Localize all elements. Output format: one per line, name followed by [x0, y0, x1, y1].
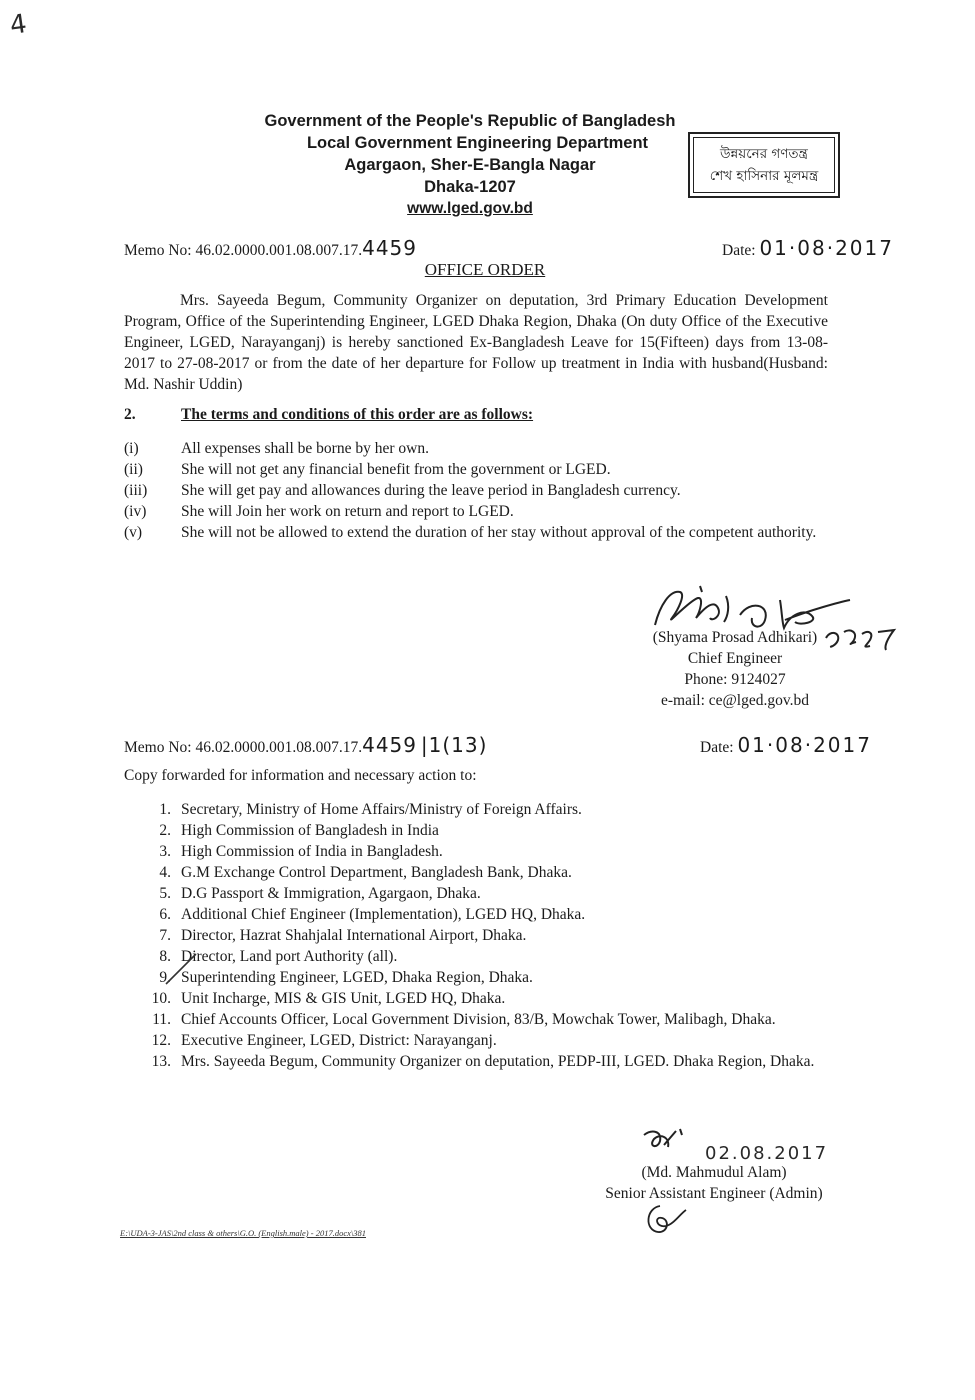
header-city: Dhaka-1207 [424, 178, 516, 196]
distribution-number: 13. [151, 1053, 171, 1070]
condition-text: She will not be allowed to extend the duration of her stay without approval of the competent authority. [181, 524, 817, 541]
memo-number-2 [124, 733, 487, 757]
condition-label: (v) [124, 524, 143, 541]
condition-text: She will get pay and allowances during the leave period in Bangladesh currency. [181, 482, 681, 499]
memo-handwritten-number: 4459 [362, 733, 417, 757]
distribution-item [124, 988, 856, 1009]
condition-label: (iv) [124, 503, 147, 520]
handwritten-date: 01·08·2017 [759, 236, 894, 260]
signatory-1-phone: Phone: 9124027 [684, 671, 786, 688]
order-body-paragraph: Mrs. Sayeeda Begum, Community Organizer on deputation, 3rd Primary Education Development Program, Office of the Superintending Engineer, LGED Dhaka Region, Dhaka (On duty Office of the Executive Engineer, LGED, Narayanganj) is hereby sanctioned Ex-Bangladesh Leave for 15(Fifteen) days from 13-08-2017 to 27-08-2017 or from the date of her departure for Follow up treatment in India with husband(Husband: Md. Nashir Uddin) [124, 292, 828, 393]
distribution-item [124, 799, 856, 820]
condition-label: (iii) [124, 482, 148, 499]
header-department: Local Government Engineering Department [306, 134, 649, 152]
distribution-number: 3. [159, 843, 171, 860]
distribution-number: 6. [159, 906, 171, 923]
distribution-item [124, 925, 856, 946]
distribution-item [124, 862, 856, 883]
distribution-text: Secretary, Ministry of Home Affairs/Ministry of Foreign Affairs. [181, 801, 582, 818]
condition-item [124, 480, 852, 501]
condition-label: (ii) [124, 461, 143, 478]
header-address: Agargaon, Sher-E-Bangla Nagar [344, 156, 596, 174]
date-label: Date: [700, 739, 734, 756]
distribution-item [124, 841, 856, 862]
memo-handwritten-number: 4459 [362, 236, 417, 260]
distribution-number: 10. [151, 990, 171, 1007]
admin-signature-mark [640, 1125, 700, 1165]
condition-text: All expenses shall be borne by her own. [181, 440, 429, 457]
condition-item [124, 459, 852, 480]
signatory-2-name: (Md. Mahmudul Alam) [641, 1164, 787, 1181]
distribution-text: Superintending Engineer, LGED, Dhaka Region, Dhaka. [181, 969, 533, 986]
distribution-text: Executive Engineer, LGED, District: Narayanganj. [181, 1032, 497, 1049]
terms-heading: The terms and conditions of this order are as follows: [181, 406, 534, 423]
distribution-number: 12. [151, 1032, 171, 1049]
condition-label: (i) [124, 440, 139, 457]
initials-scribble [640, 1200, 690, 1240]
distribution-number: 4. [159, 864, 171, 881]
distribution-number: 1. [159, 801, 171, 818]
memo-label: Memo No: 46.02.0000.001.08.007.17. [124, 242, 363, 259]
distribution-number: 8. [159, 948, 171, 965]
distribution-item [124, 883, 856, 904]
distribution-item [124, 1030, 856, 1051]
distribution-text: Chief Accounts Officer, Local Government Division, 83/B, Mowchak Tower, Malibagh, Dhaka. [181, 1011, 776, 1028]
condition-item [124, 522, 852, 543]
signatory-1-name: (Shyama Prosad Adhikari) [652, 629, 818, 646]
condition-text: She will not get any financial benefit from the government or LGED. [181, 461, 611, 478]
forward-intro: Copy forwarded for information and necessary action to: [124, 767, 477, 784]
distribution-text: G.M Exchange Control Department, Bangladesh Bank, Dhaka. [181, 864, 572, 881]
slogan-line-2: শেখ হাসিনার মূলমন্ত্র [709, 168, 819, 184]
conditions-list [124, 438, 852, 543]
condition-text: She will Join her work on return and report to LGED. [181, 503, 514, 520]
letterhead [200, 110, 740, 220]
distribution-number: 9. [159, 969, 171, 986]
distribution-text: Mrs. Sayeeda Begum, Community Organizer on deputation, PEDP-III, LGED. Dhaka Region, Dhaka. [181, 1053, 815, 1070]
corner-handwritten-mark: 4 [7, 8, 29, 42]
distribution-number: 2. [159, 822, 171, 839]
distribution-text: Additional Chief Engineer (Implementation), LGED HQ, Dhaka. [181, 906, 586, 923]
office-order-title: OFFICE ORDER [424, 260, 546, 279]
date-label: Date: [722, 242, 756, 259]
distribution-item [124, 967, 856, 988]
distribution-list [124, 799, 856, 1072]
signatory-1-email[interactable]: e-mail: ce@lged.gov.bd [661, 692, 809, 709]
memo-date-1 [722, 236, 894, 260]
memo-number-1 [124, 236, 417, 260]
signatory-2-block [580, 1162, 848, 1204]
header-website-link[interactable]: www.lged.gov.bd [407, 200, 533, 217]
distribution-text: Unit Incharge, MIS & GIS Unit, LGED HQ, Dhaka. [181, 990, 506, 1007]
distribution-text: D.G Passport & Immigration, Agargaon, Dhaka. [181, 885, 481, 902]
distribution-text: High Commission of India in Bangladesh. [181, 843, 443, 860]
distribution-number: 7. [159, 927, 171, 944]
distribution-item [124, 820, 856, 841]
distribution-item [124, 1051, 856, 1072]
footer-file-path: E:\UDA-3-JAS\2nd class & others\G.O. (English.male) - 2017.docx\381 [120, 1228, 366, 1238]
memo-date-2 [700, 733, 872, 757]
admin-handwritten-date: 02.08.2017 [705, 1143, 829, 1164]
distribution-item [124, 946, 856, 967]
slogan-box [688, 132, 840, 198]
distribution-number: 5. [159, 885, 171, 902]
distribution-text: High Commission of Bangladesh in India [181, 822, 439, 839]
distribution-text: Director, Hazrat Shahjalal International Airport, Dhaka. [181, 927, 527, 944]
handwritten-date: 01·08·2017 [737, 733, 872, 757]
signatory-1-block [600, 627, 870, 711]
distribution-text: Director, Land port Authority (all). [181, 948, 398, 965]
signatory-1-designation: Chief Engineer [687, 650, 783, 667]
distribution-item [124, 1009, 856, 1030]
memo-label: Memo No: 46.02.0000.001.08.007.17. [124, 739, 363, 756]
condition-item [124, 501, 852, 522]
condition-item [124, 438, 852, 459]
slogan-line-1: উন্নয়নের গণতন্ত্র [720, 146, 808, 162]
distribution-item [124, 904, 856, 925]
header-government: Government of the People's Republic of Bangladesh [264, 112, 676, 130]
signatory-2-designation: Senior Assistant Engineer (Admin) [605, 1185, 823, 1202]
handwritten-slash-mark [160, 950, 200, 990]
terms-section-number: 2. [124, 406, 136, 423]
memo-handwritten-suffix: |1(13) [420, 733, 488, 757]
distribution-number: 11. [152, 1011, 171, 1028]
